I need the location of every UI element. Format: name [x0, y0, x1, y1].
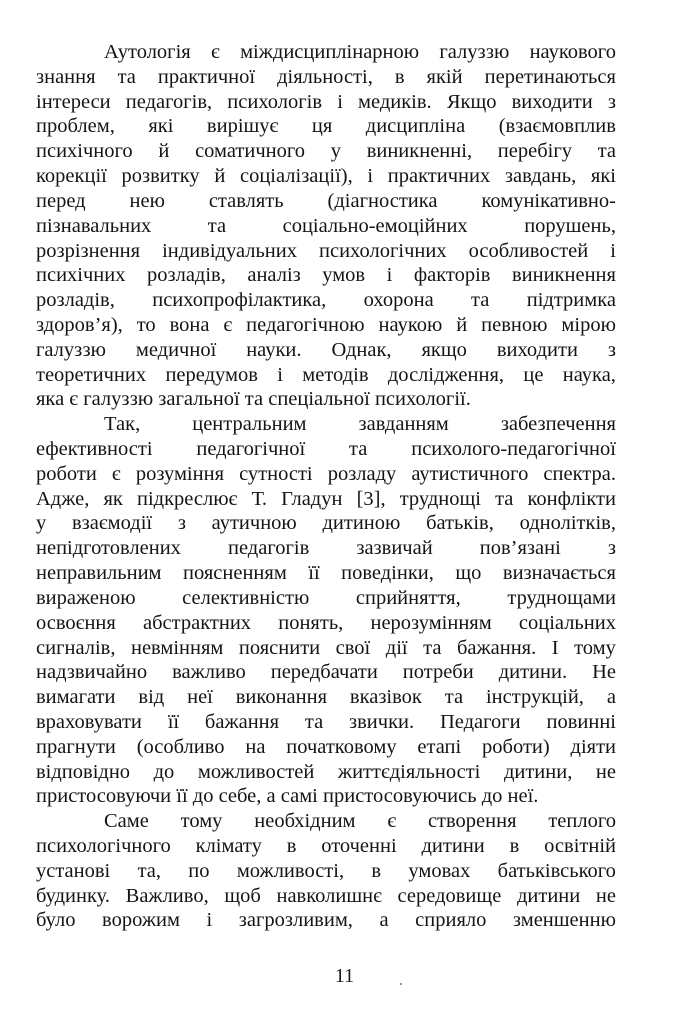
- text-line: будинку. Важливо, щоб навколишнє середовище дитини не: [36, 884, 616, 907]
- text-line: вимагати від неї виконання вказівок та інструкцій, а: [36, 686, 616, 709]
- text-line: теоретичних передумов і методів дослідження, це наука,: [36, 363, 616, 386]
- text-line: Аутологія є міждисциплінарною галуззю наукового: [104, 41, 616, 63]
- text-line: яка є галуззю загальної та спеціальної психології.: [36, 388, 471, 411]
- text-line: психічного й соматичного у виникненні, перебігу та: [36, 140, 616, 163]
- text-line: пізнавальних та соціально-емоційних порушень,: [36, 214, 616, 237]
- text-line: було ворожим і загрозливим, а сприяло зменшенню: [36, 909, 616, 932]
- text-line: розрізнення індивідуальних психологічних особливостей і: [36, 239, 616, 262]
- text-line: Так, центральним завданням забезпечення: [104, 413, 616, 436]
- text-line: освоєння абстрактних понять, нерозумінням соціальних: [36, 611, 616, 634]
- text-line: розладів, психопрофілактика, охорона та підтримка: [36, 289, 616, 312]
- text-line: ефективності педагогічної та психолого-педагогічної: [36, 438, 616, 460]
- text-line: роботи є розуміння сутності розладу аутистичного спектра.: [36, 462, 616, 485]
- body-text: [36, 40, 616, 933]
- text-line: надзвичайно важливо передбачати потреби дитини. Не: [36, 661, 616, 684]
- text-line: інтереси педагогів, психологів і медиків. Якщо виходити з: [36, 90, 616, 113]
- text-line: у взаємодії з аутичною дитиною батьків, однолітків,: [36, 512, 616, 535]
- page-number: 11: [334, 965, 355, 987]
- text-line: галуззю медичної науки. Однак, якщо виходити з: [36, 338, 616, 361]
- text-line: відповідно до можливостей життєдіяльності дитини, не: [36, 760, 616, 783]
- text-line: корекції розвитку й соціалізації), і практичних завдань, які: [36, 165, 616, 188]
- text-line: установі та, по можливості, в умовах батьківського: [36, 859, 616, 882]
- text-line: перед нею ставлять (діагностика комунікативно-: [36, 189, 616, 212]
- text-line: здоров’я), то вона є педагогічною наукою й певною мірою: [36, 313, 616, 336]
- text-line: неправильним поясненням її поведінки, що визначається: [36, 562, 616, 585]
- text-line: прагнути (особливо на початковому етапі роботи) діяти: [36, 735, 616, 758]
- text-line: сигналів, невмінням пояснити свої дії та бажання. І тому: [36, 636, 616, 659]
- text-line: пристосовуючи її до себе, а самі пристосовуючись до неї.: [36, 785, 539, 808]
- text-line: непідготовлених педагогів зазвичай пов’язані з: [36, 537, 616, 560]
- text-line: враховувати її бажання та звички. Педагоги повинні: [36, 710, 616, 733]
- text-line: вираженою селективністю сприйняття, труднощами: [36, 586, 616, 609]
- text-line: психологічного клімату в оточенні дитини в освітній: [36, 835, 616, 857]
- scan-speck: [400, 983, 402, 985]
- text-line: Адже, як підкреслює Т. Гладун [3], труднощі та конфлікти: [36, 487, 616, 510]
- text-line: проблем, які вирішує ця дисципліна (взаємовплив: [36, 115, 616, 138]
- text-line: знання та практичної діяльності, в якій перетинаються: [36, 65, 616, 88]
- text-line: Саме тому необхідним є створення теплого: [104, 810, 616, 833]
- text-line: психічних розладів, аналіз умов і факторів виникнення: [36, 264, 616, 287]
